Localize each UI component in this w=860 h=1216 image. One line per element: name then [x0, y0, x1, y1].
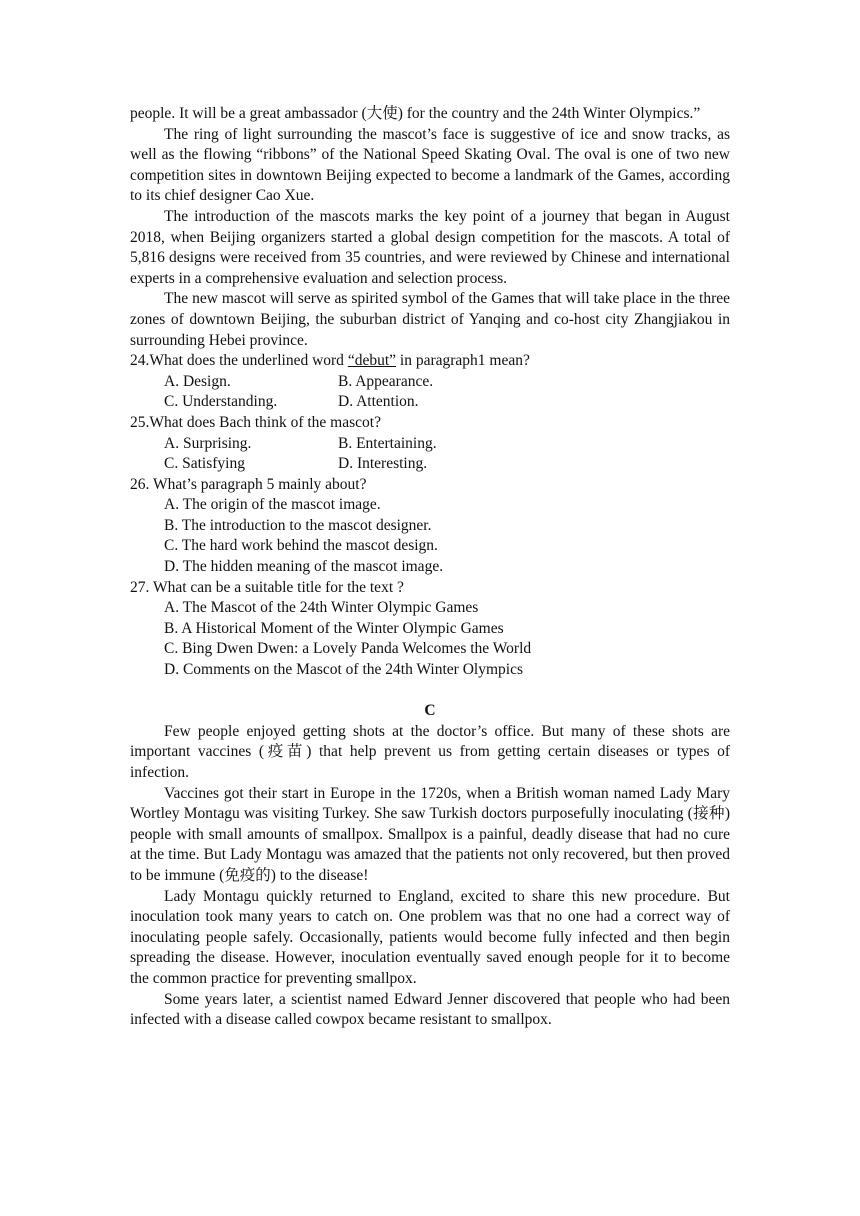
- option-26-a: A. The origin of the mascot image.: [164, 496, 381, 514]
- option-25-c: C. Satisfying: [164, 455, 245, 473]
- question-25-options-row-1: [130, 434, 730, 455]
- option-25-b: B. Entertaining.: [338, 434, 437, 452]
- option-26-c: C. The hard work behind the mascot design.: [164, 537, 438, 555]
- question-24-suffix: in paragraph1 mean?: [396, 352, 530, 370]
- question-24-options-row-1: [130, 372, 730, 393]
- question-24-options-row-2: [130, 392, 730, 413]
- option-26-b: B. The introduction to the mascot designer.: [164, 516, 432, 534]
- question-24: [130, 351, 730, 372]
- option-24-c: C. Understanding.: [164, 393, 278, 411]
- option-25-a: A. Surprising.: [164, 434, 252, 452]
- section-c-title: C: [424, 702, 436, 720]
- option-27-a: A. The Mascot of the 24th Winter Olympic Games: [164, 599, 479, 617]
- paragraph-ring-of-light: The ring of light surrounding the mascot’s face is suggestive of ice and snow tracks, as well as the flowing “ribbons” of the National Speed Skating Oval. The oval is one of two new competition sites in downtown Beijing expected to become a landmark of the Games, according to its chief designer Cao Xue.: [130, 125, 730, 205]
- option-25-d: D. Interesting.: [338, 455, 428, 473]
- option-27-b: B. A Historical Moment of the Winter Olympic Games: [164, 619, 504, 637]
- paragraph-introduction: The introduction of the mascots marks the key point of a journey that began in August 2018, when Beijing organizers started a global design competition for the mascots. A total of 5,816 designs were received from 35 countries, and were reviewed by Chinese and international experts in a comprehensive evaluation and selection process.: [130, 207, 730, 287]
- paragraph-c-3: Lady Montagu quickly returned to England, excited to share this new procedure. But inoculation took many years to catch on. One problem was that no one had a correct way of inoculating people safely. Occasionally, patients would become fully infected and then begin spreading the disease. However, inoculation eventually saved enough people for it to become the common practice for preventing smallpox.: [130, 887, 730, 987]
- underlined-word-debut: “debut”: [347, 352, 397, 370]
- question-25: 25.What does Bach think of the mascot?: [130, 413, 381, 431]
- question-27: 27. What can be a suitable title for the text ?: [130, 578, 404, 596]
- document-page: [130, 104, 730, 1031]
- option-27-d: D. Comments on the Mascot of the 24th Winter Olympics: [164, 661, 523, 679]
- question-26: 26. What’s paragraph 5 mainly about?: [130, 475, 367, 493]
- paragraph-spirited-symbol: The new mascot will serve as spirited symbol of the Games that will take place in the three zones of downtown Beijing, the suburban district of Yanqing and co-host city Zhangjiakou in surrounding Hebei province.: [130, 290, 730, 349]
- paragraph-c-2: Vaccines got their start in Europe in the 1720s, when a British woman named Lady Mary Wortley Montagu was visiting Turkey. She saw Turkish doctors purposefully inoculating (接种) people with small amounts of smallpox. Smallpox is a painful, deadly disease that had no cure at the time. But Lady Montagu was amazed that the patients not only recovered, but then proved to be immune (免疫的) to the disease!: [130, 784, 730, 884]
- paragraph-continued: people. It will be a great ambassador (大使) for the country and the 24th Winter Olympics.”: [130, 105, 701, 122]
- option-26-d: D. The hidden meaning of the mascot image.: [164, 558, 444, 576]
- option-24-d: D. Attention.: [338, 393, 419, 411]
- paragraph-c-1: Few people enjoyed getting shots at the doctor’s office. But many of these shots are important vaccines (疫苗) that help prevent us from getting certain diseases or types of infection.: [130, 722, 730, 781]
- option-27-c: C. Bing Dwen Dwen: a Lovely Panda Welcomes the World: [164, 640, 532, 658]
- option-24-b: B. Appearance.: [338, 372, 434, 390]
- question-24-prefix: 24.What does the underlined word: [130, 352, 348, 370]
- paragraph-c-4: Some years later, a scientist named Edward Jenner discovered that people who had been infected with a disease called cowpox became resistant to smallpox.: [130, 990, 730, 1029]
- option-24-a: A. Design.: [164, 372, 231, 390]
- question-25-options-row-2: [130, 454, 730, 475]
